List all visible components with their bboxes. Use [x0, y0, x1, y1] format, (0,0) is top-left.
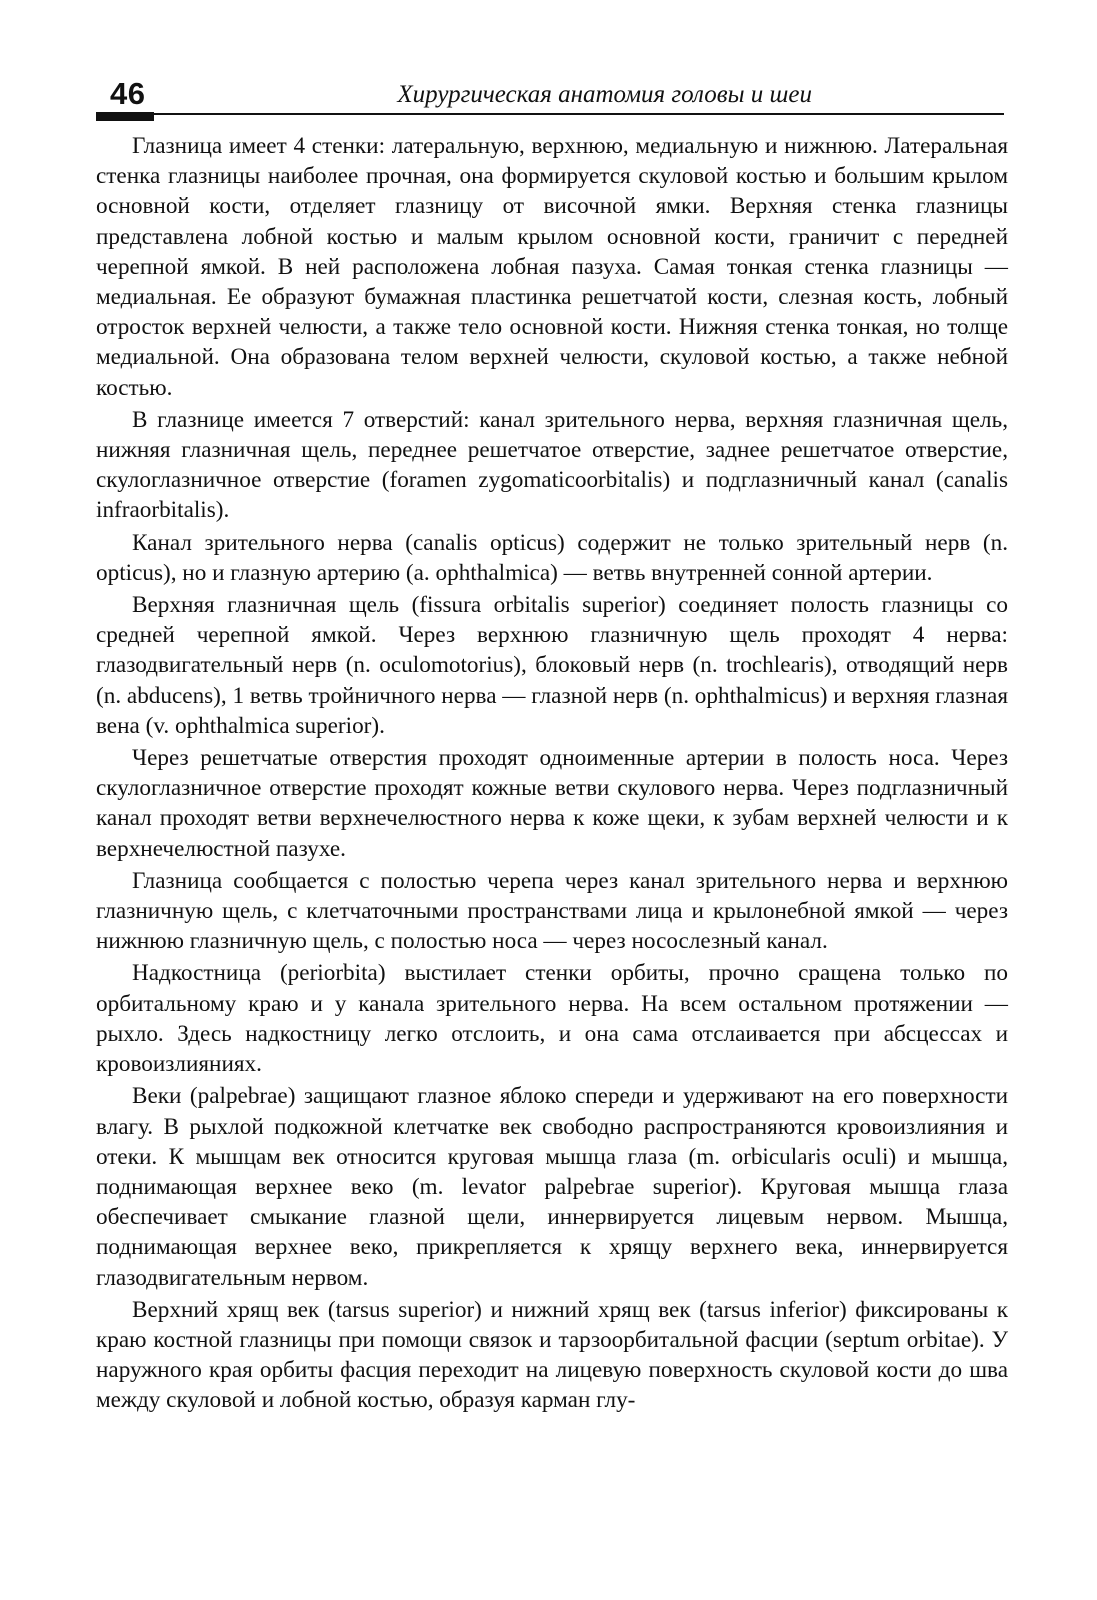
paragraph-tarsus: Верхний хрящ век (tarsus superior) и нижний хрящ век (tarsus inferior) фиксированы к краю костной глазницы при помощи связок и тарзоорбитальной фасции (septum orbitae). У наружного края орбиты фасция переходит на лицевую поверхность скуловой кости до шва между скуловой и лобной костью, образуя карман глу- — [96, 1296, 1008, 1414]
page-header — [96, 70, 1008, 120]
header-rule — [96, 113, 1004, 115]
page-number: 46 — [110, 76, 146, 111]
paragraph-optic-canal: Канал зрительного нерва (canalis opticus) содержит не только зрительный нерв (n. opticus), но и глазную артерию (a. ophthalmica) — ветвь внутренней сонной артерии. — [96, 529, 1008, 586]
book-page — [96, 70, 1008, 1418]
header-rule-accent — [96, 112, 154, 121]
paragraph-eyelids: Веки (palpebrae) защищают глазное яблоко спереди и удерживают на его поверхности влагу. В рыхлой подкожной клетчатке век свободно распространяются кровоизлияния и отеки. К мышцам век относится круговая мышца глаза (m. orbicularis oculi) и мышца, поднимающая верхнее веко (m. levator palpebrae superior). Круговая мышца глаза обеспечивает смыкание глазной щели, иннервируется лицевым нервом. Мышца, поднимающая верхнее веко, прикрепляется к хрящу верхнего века, иннервируется глазодвигательным нервом. — [96, 1083, 1008, 1291]
paragraph-ethmoid-openings: Через решетчатые отверстия проходят одноименные артерии в полость носа. Через скулоглазничное отверстие проходят кожные ветви скулового нерва. Через подглазничный канал проходят ветви верхнечелюстного нерва к коже щеки, к зубам верхней челюсти и к верхнечелюстной пазухе. — [96, 745, 1008, 862]
paragraph-periorbita: Надкостница (periorbita) выстилает стенки орбиты, прочно сращена только по орбитальному краю и у канала зрительного нерва. На всем остальном протяжении — рыхло. Здесь надкостницу легко отслоить, и она сама отслаивается при абсцессах и кровоизлияниях. — [96, 960, 1008, 1078]
paragraph-orbit-openings: В глазнице имеется 7 отверстий: канал зрительного нерва, верхняя глазничная щель, нижняя глазничная щель, переднее решетчатое отверстие, заднее решетчатое отверстие, скулоглазничное отверстие (foramen zygomaticoorbitalis) и подглазничный канал (canalis infraorbitalis). — [96, 406, 1008, 524]
running-title: Хирургическая анатомия головы и шеи — [397, 81, 812, 108]
paragraph-superior-orbital-fissure: Верхняя глазничная щель (fissura orbitalis superior) соединяет полость глазницы со средней черепной ямкой. Через верхнюю глазничную щель проходят 4 нерва: глазодвигательный нерв (n. oculomotorius), блоковый нерв (n. trochlearis), отводящий нерв (n. abducens), 1 ветвь тройничного нерва — глазной нерв (n. ophthalmicus) и верхняя глазная вена (v. ophthalmica superior). — [96, 592, 1008, 739]
paragraph-orbit-communications: Глазница сообщается с полостью черепа через канал зрительного нерва и верхнюю глазничную щель, с клетчаточными пространствами лица и крылонебной ямкой — через нижнюю глазничную щель, с полостью носа — через носослезный канал. — [96, 867, 1008, 955]
body-text — [96, 131, 1008, 1416]
paragraph-orbit-walls: Глазница имеет 4 стенки: латеральную, верхнюю, медиальную и нижнюю. Латеральная стенка глазницы наиболее прочная, она формируется скуловой костью и большим крылом основной кости, отделяет глазницу от височной ямки. Верхняя стенка глазницы представлена лобной костью и малым крылом основной кости, граничит с передней черепной ямкой. В ней расположена лобная пазуха. Самая тонкая стенка глазницы — медиальная. Ее образуют бумажная пластинка решетчатой кости, слезная кость, лобный отросток верхней челюсти, а также тело основной кости. Нижняя стенка тонкая, но толще медиальной. Она образована телом верхней челюсти, скуловой костью, а также небной костью. — [96, 133, 1008, 401]
